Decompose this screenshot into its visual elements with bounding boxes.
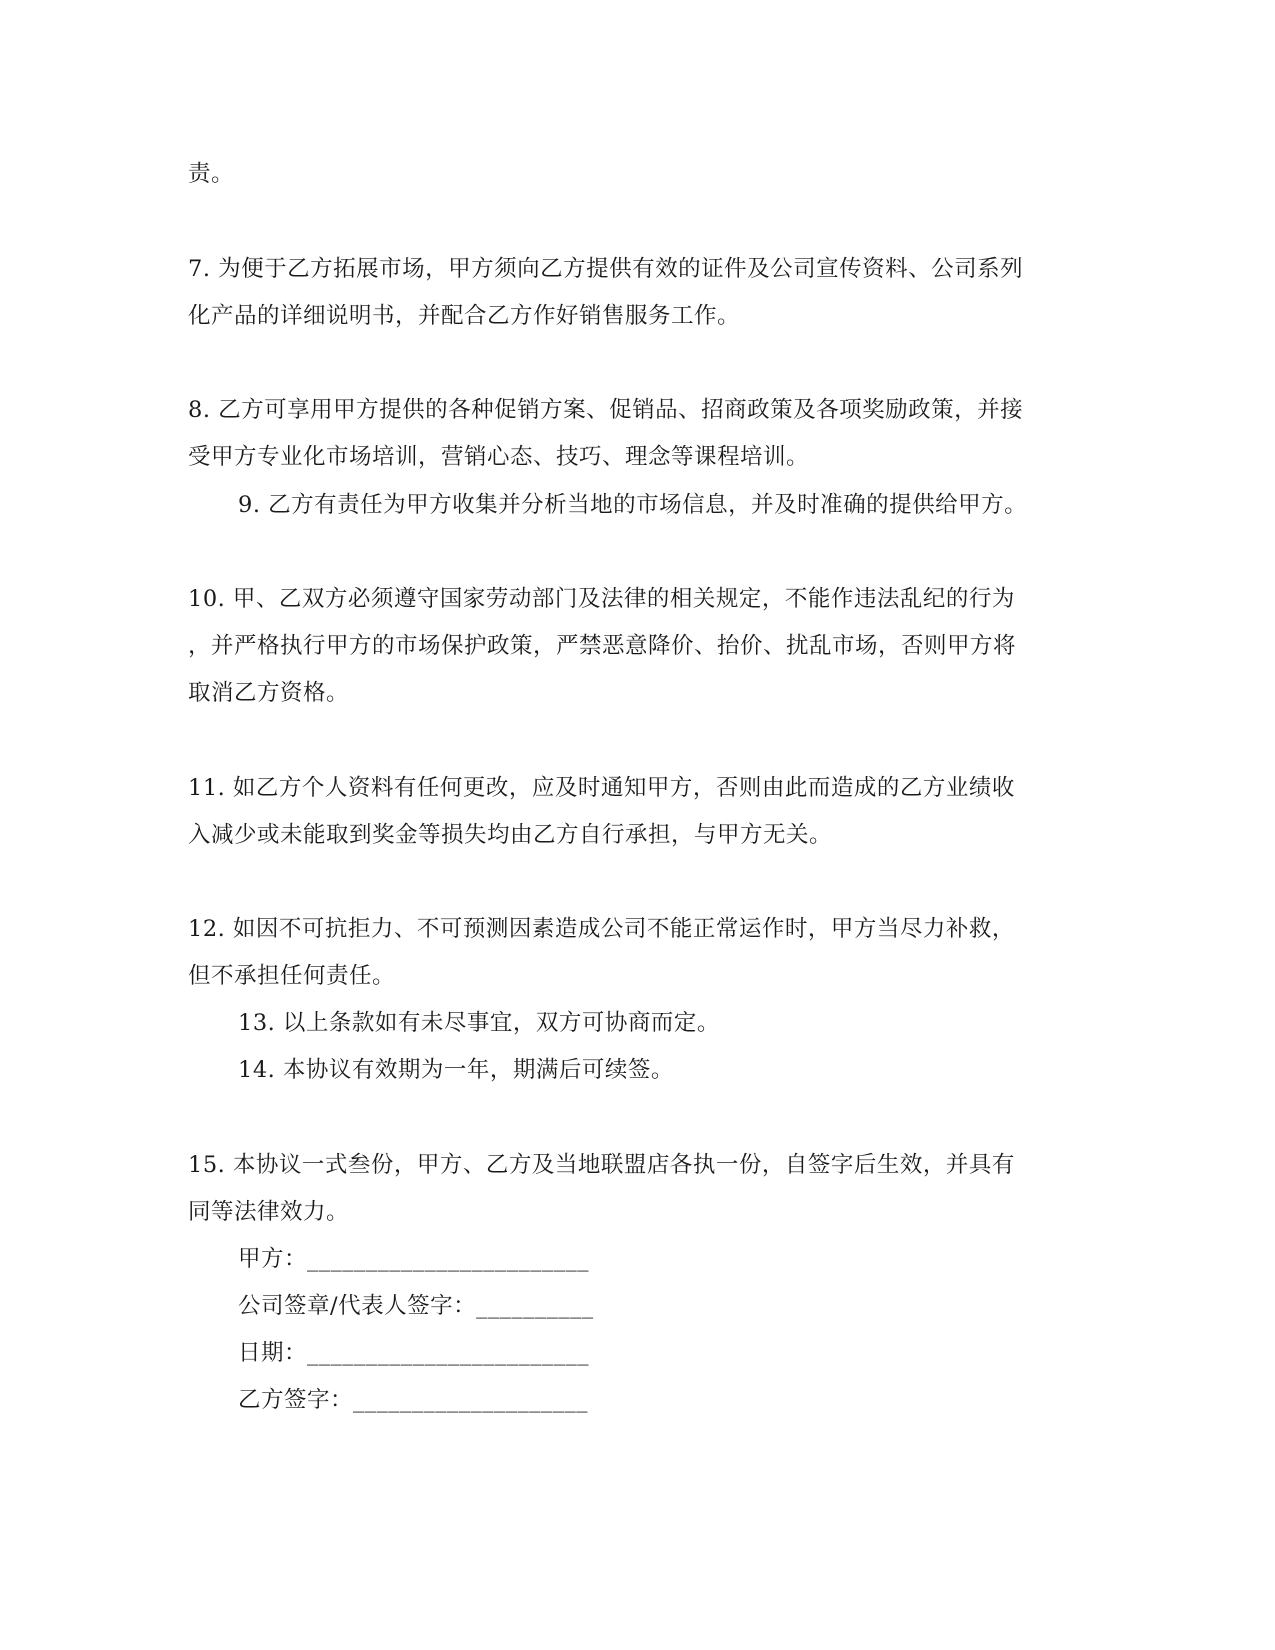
signature-company-seal: 公司签章/代表人签字：__________: [238, 1293, 594, 1319]
clause-11-line-2: 入减少或未能取到奖金等损失均由乙方自行承担，与甲方无关。: [188, 822, 833, 848]
clause-8-line-1: 8. 乙方可享用甲方提供的各种促销方案、促销品、招商政策及各项奖励政策，并接: [188, 397, 1024, 423]
clause-12-line-1: 12. 如因不可抗拒力、不可预测因素造成公司不能正常运作时，甲方当尽力补救，: [188, 916, 1015, 942]
clause-11-line-1: 11. 如乙方个人资料有任何更改，应及时通知甲方，否则由此而造成的乙方业绩收: [188, 775, 1015, 801]
signature-date: 日期：________________________: [238, 1340, 590, 1366]
clause-10-line-3: 取消乙方资格。: [188, 680, 350, 706]
clause-7-line-2: 化产品的详细说明书，并配合乙方作好销售服务工作。: [188, 303, 741, 329]
clause-10-line-2: ，并严格执行甲方的市场保护政策，严禁恶意降价、抬价、扰乱市场，否则甲方将: [188, 633, 1017, 659]
clause-12-line-2: 但不承担任何责任。: [188, 963, 396, 989]
clause-10-line-1: 10. 甲、乙双方必须遵守国家劳动部门及法律的相关规定，不能作违法乱纪的行为: [188, 586, 1015, 612]
clause-7-line-1: 7. 为便于乙方拓展市场，甲方须向乙方提供有效的证件及公司宣传资料、公司系列: [188, 256, 1024, 282]
paragraph-line: 责。: [188, 161, 235, 187]
clause-9: 9. 乙方有责任为甲方收集并分析当地的市场信息，并及时准确的提供给甲方。: [238, 492, 1028, 518]
clause-8-line-2: 受甲方专业化市场培训，营销心态、技巧、理念等课程培训。: [188, 444, 810, 470]
signature-party-b: 乙方签字：____________________: [238, 1387, 589, 1413]
clause-13: 13. 以上条款如有未尽事宜，双方可协商而定。: [238, 1010, 720, 1036]
signature-party-a: 甲方：________________________: [238, 1246, 590, 1272]
clause-14: 14. 本协议有效期为一年，期满后可续签。: [238, 1057, 674, 1083]
clause-15-line-1: 15. 本协议一式叁份，甲方、乙方及当地联盟店各执一份，自签字后生效，并具有: [188, 1152, 1015, 1178]
clause-15-line-2: 同等法律效力。: [188, 1199, 350, 1225]
